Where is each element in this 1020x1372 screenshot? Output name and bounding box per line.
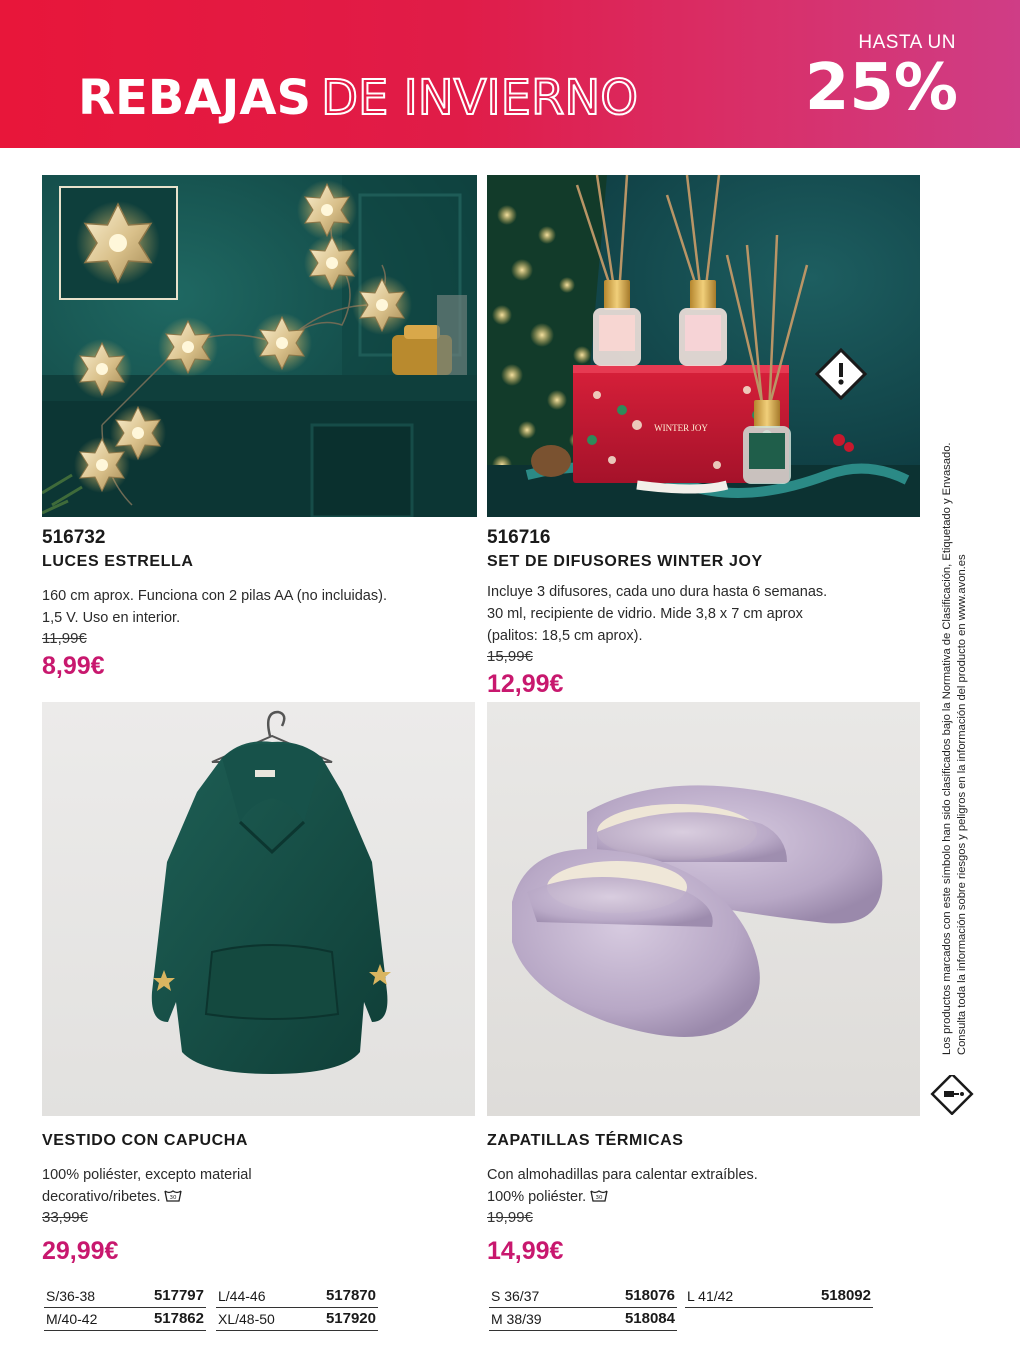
discount-prefix: HASTA UN bbox=[858, 32, 956, 53]
banner-title-outline: DE INVIERNO bbox=[321, 70, 639, 126]
size-label: L/44-46 bbox=[218, 1288, 266, 1304]
size-code: 518076 bbox=[624, 1287, 675, 1304]
size-row bbox=[44, 1309, 206, 1331]
header-banner bbox=[0, 0, 1020, 148]
product-info-zapatillas bbox=[487, 1128, 920, 1268]
old-price: 33,99€ bbox=[42, 1209, 88, 1226]
product-image-zapatillas[interactable] bbox=[487, 702, 920, 1116]
product-image-vestido[interactable] bbox=[42, 702, 475, 1116]
product-image-difusores[interactable] bbox=[487, 175, 920, 517]
banner-title bbox=[78, 66, 638, 130]
desc-line: decorativo/ribetes. bbox=[42, 1189, 161, 1205]
banner-title-bold: REBAJAS bbox=[78, 70, 312, 126]
legal-note bbox=[940, 255, 980, 1055]
size-code: 517920 bbox=[325, 1310, 376, 1327]
slippers-illustration bbox=[487, 702, 920, 1116]
product-info-vestido bbox=[42, 1128, 475, 1268]
size-label: M 38/39 bbox=[491, 1311, 542, 1327]
size-row bbox=[489, 1286, 677, 1308]
product-name: VESTIDO CON CAPUCHA bbox=[42, 1132, 249, 1149]
size-row bbox=[685, 1286, 873, 1308]
desc-line-with-icon bbox=[42, 1186, 475, 1208]
size-table-vestido bbox=[44, 1286, 378, 1334]
product-name: SET DE DIFUSORES WINTER JOY bbox=[487, 553, 763, 570]
desc-line: 100% poliéster, excepto material bbox=[42, 1167, 252, 1183]
product-code: 516716 bbox=[487, 527, 551, 548]
size-label: S 36/37 bbox=[491, 1288, 540, 1304]
discount-value: 25% bbox=[804, 51, 958, 125]
product-name: ZAPATILLAS TÉRMICAS bbox=[487, 1132, 684, 1149]
product-name: LUCES ESTRELLA bbox=[42, 553, 194, 570]
size-code: 518084 bbox=[624, 1310, 675, 1327]
size-row bbox=[489, 1309, 677, 1331]
hazard-exclamation-icon bbox=[817, 350, 865, 398]
size-row bbox=[44, 1286, 206, 1308]
product-image-luces-estrella[interactable] bbox=[42, 175, 477, 517]
hooded-dress-illustration bbox=[42, 702, 475, 1116]
washing-icon bbox=[164, 1189, 182, 1203]
size-label: XL/48-50 bbox=[218, 1311, 275, 1327]
star-lights-illustration bbox=[42, 175, 477, 517]
box-label: WINTER JOY bbox=[654, 423, 708, 433]
hazard-corrosive-icon bbox=[926, 1075, 976, 1115]
svg-text:30: 30 bbox=[169, 1195, 177, 1201]
size-label: L 41/42 bbox=[687, 1288, 734, 1304]
size-code: 518092 bbox=[820, 1287, 871, 1304]
sale-price: 8,99€ bbox=[42, 652, 105, 680]
product-description bbox=[42, 1164, 475, 1208]
desc-line: 160 cm aprox. Funciona con 2 pilas AA (no incluidas). bbox=[42, 588, 387, 604]
size-code: 517862 bbox=[153, 1310, 204, 1327]
old-price: 19,99€ bbox=[487, 1209, 533, 1226]
size-code: 517870 bbox=[325, 1287, 376, 1304]
desc-line: 100% poliéster. bbox=[487, 1189, 587, 1205]
old-price: 11,99€ bbox=[42, 630, 87, 647]
legal-line: Consulta toda la información sobre riesgos y peligros en la información del producto en www.avon.es bbox=[956, 554, 968, 1055]
diffuser-set-illustration bbox=[487, 175, 920, 517]
product-description bbox=[487, 581, 922, 647]
product-code: 516732 bbox=[42, 527, 106, 548]
desc-line: Incluye 3 difusores, cada uno dura hasta 6 semanas. bbox=[487, 584, 828, 600]
size-table-zapatillas bbox=[489, 1286, 873, 1334]
sale-price: 29,99€ bbox=[42, 1237, 119, 1265]
product-description bbox=[487, 1164, 920, 1208]
product-description bbox=[42, 585, 477, 629]
desc-line: Con almohadillas para calentar extraíbles. bbox=[487, 1167, 758, 1183]
product-info-luces bbox=[42, 527, 477, 683]
size-row bbox=[216, 1309, 378, 1331]
desc-line: 1,5 V. Uso en interior. bbox=[42, 610, 181, 626]
desc-line: (palitos: 18,5 cm aprox). bbox=[487, 628, 643, 644]
sale-price: 12,99€ bbox=[487, 670, 564, 698]
desc-line-with-icon bbox=[487, 1186, 920, 1208]
size-row bbox=[216, 1286, 378, 1308]
desc-line: 30 ml, recipiente de vidrio. Mide 3,8 x 7 cm aprox bbox=[487, 606, 803, 622]
size-label: S/36-38 bbox=[46, 1288, 96, 1304]
svg-text:30: 30 bbox=[595, 1195, 603, 1201]
size-code: 517797 bbox=[153, 1287, 204, 1304]
washing-icon bbox=[590, 1189, 608, 1203]
size-label: M/40-42 bbox=[46, 1311, 98, 1327]
sale-price: 14,99€ bbox=[487, 1237, 564, 1265]
old-price: 15,99€ bbox=[487, 648, 533, 665]
product-info-difusores bbox=[487, 527, 922, 701]
legal-line: Los productos marcados con este símbolo han sido clasificados bajo la Normativa de Clasificación, Etiquetado y Envasado. bbox=[941, 442, 953, 1055]
